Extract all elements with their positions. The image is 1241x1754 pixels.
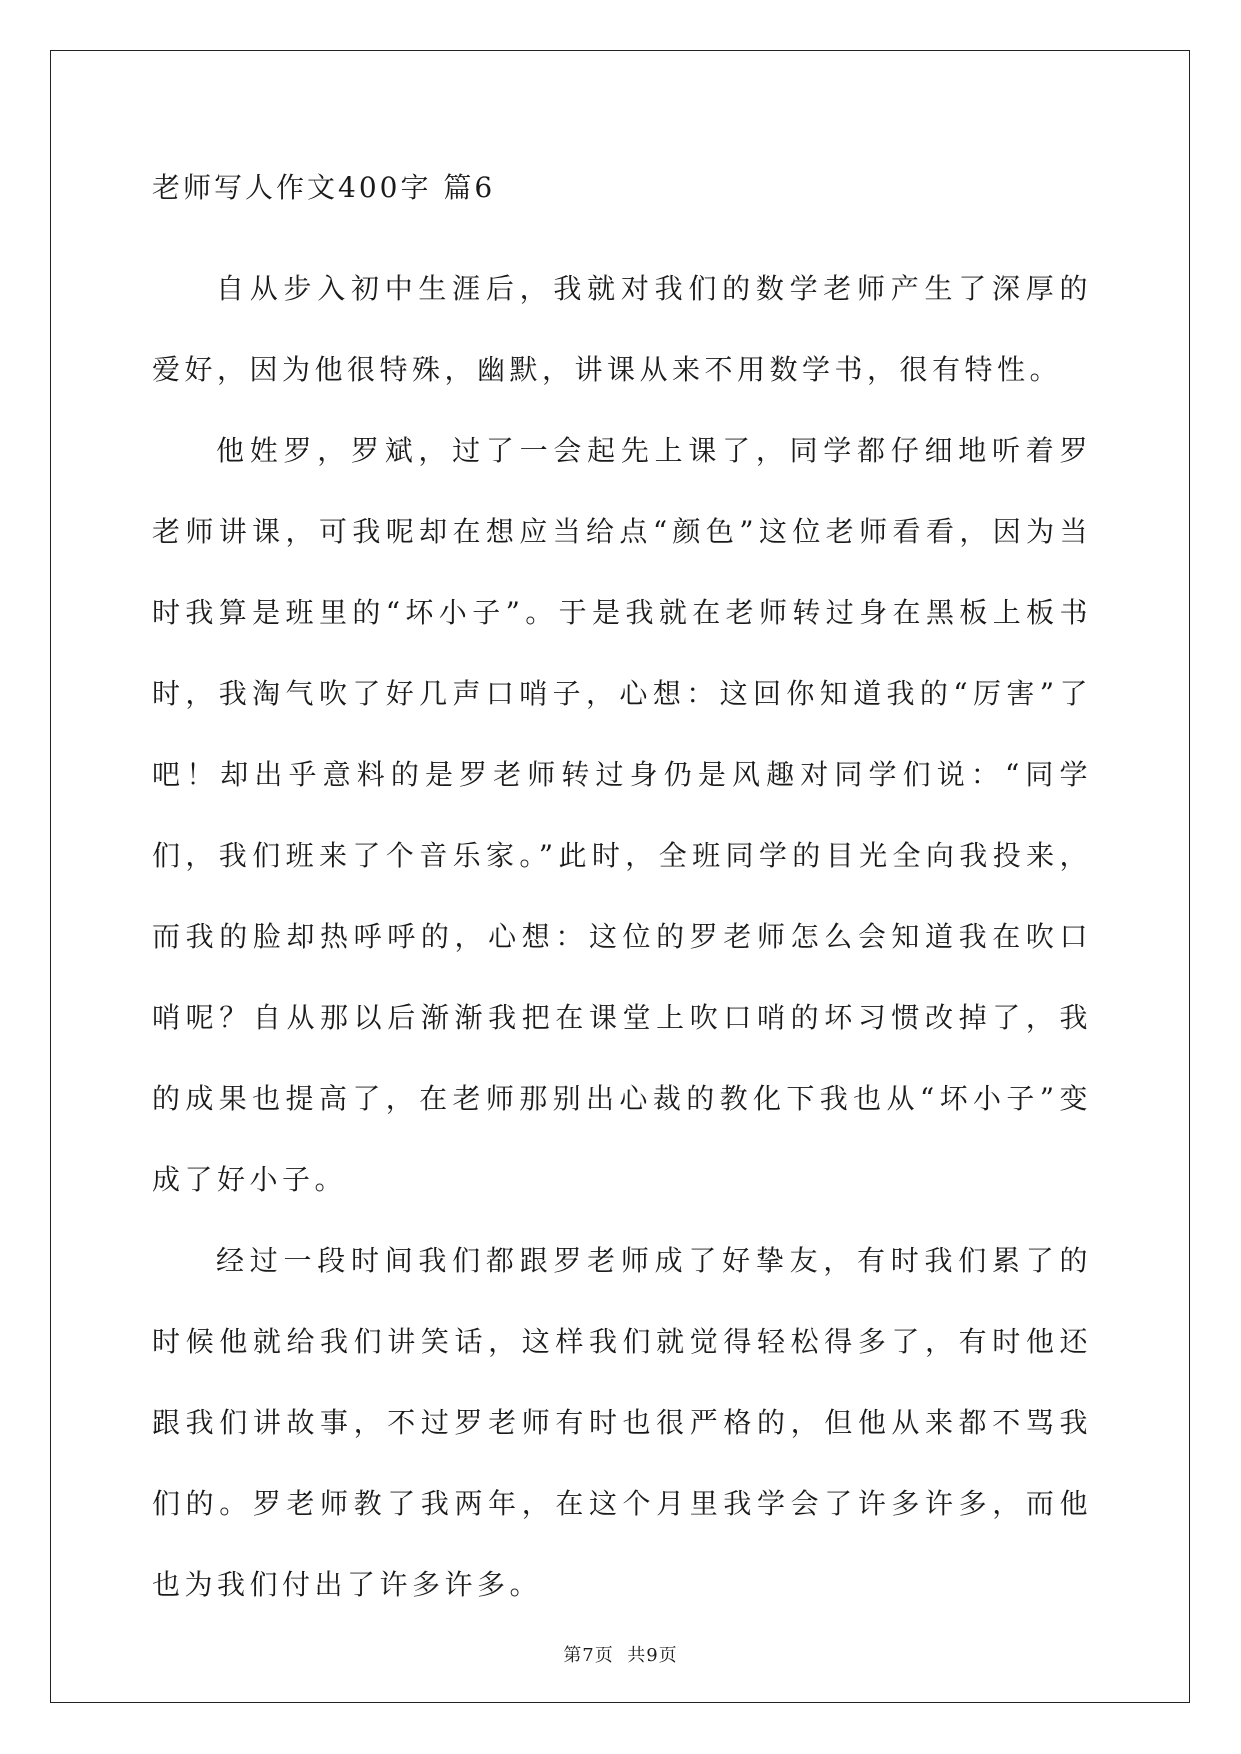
paragraph-2: 他姓罗，罗斌，过了一会起先上课了，同学都仔细地听着罗老师讲课，可我呢却在想应当给点“颜色”这位老师看看，因为当时我算是班里的“坏小子”。于是我就在老师转过身在黑板上板书时，我淘气吹了好几声口哨子，心想：这回你知道我的“厉害”了吧！却出乎意料的是罗老师转过身仍是风趣对同学们说：“同学们，我们班来了个音乐家。”此时，全班同学的目光全向我投来，而我的脸却热呼呼的，心想：这位的罗老师怎么会知道我在吹口哨呢？自从那以后渐渐我把在课堂上吹口哨的坏习惯改掉了，我的成果也提高了，在老师那别出心裁的教化下我也从“坏小子”变成了好小子。 [152,434,1092,1196]
page-number: 第7页 共9页 [563,1645,678,1666]
paragraph-1: 自从步入初中生涯后，我就对我们的数学老师产生了深厚的爱好，因为他很特殊，幽默，讲课从来不用数学书，很有特性。 [152,272,1092,386]
essay-body [152,248,1092,1625]
paragraph-3: 经过一段时间我们都跟罗老师成了好挚友，有时我们累了的时候他就给我们讲笑话，这样我们就觉得轻松得多了，有时他还跟我们讲故事，不过罗老师有时也很严格的，但他从来都不骂我们的。罗老师教了我两年，在这个月里我学会了许多许多，而他也为我们付出了许多许多。 [152,1244,1092,1601]
essay-title: 老师写人作文400字 篇6 [152,171,496,204]
